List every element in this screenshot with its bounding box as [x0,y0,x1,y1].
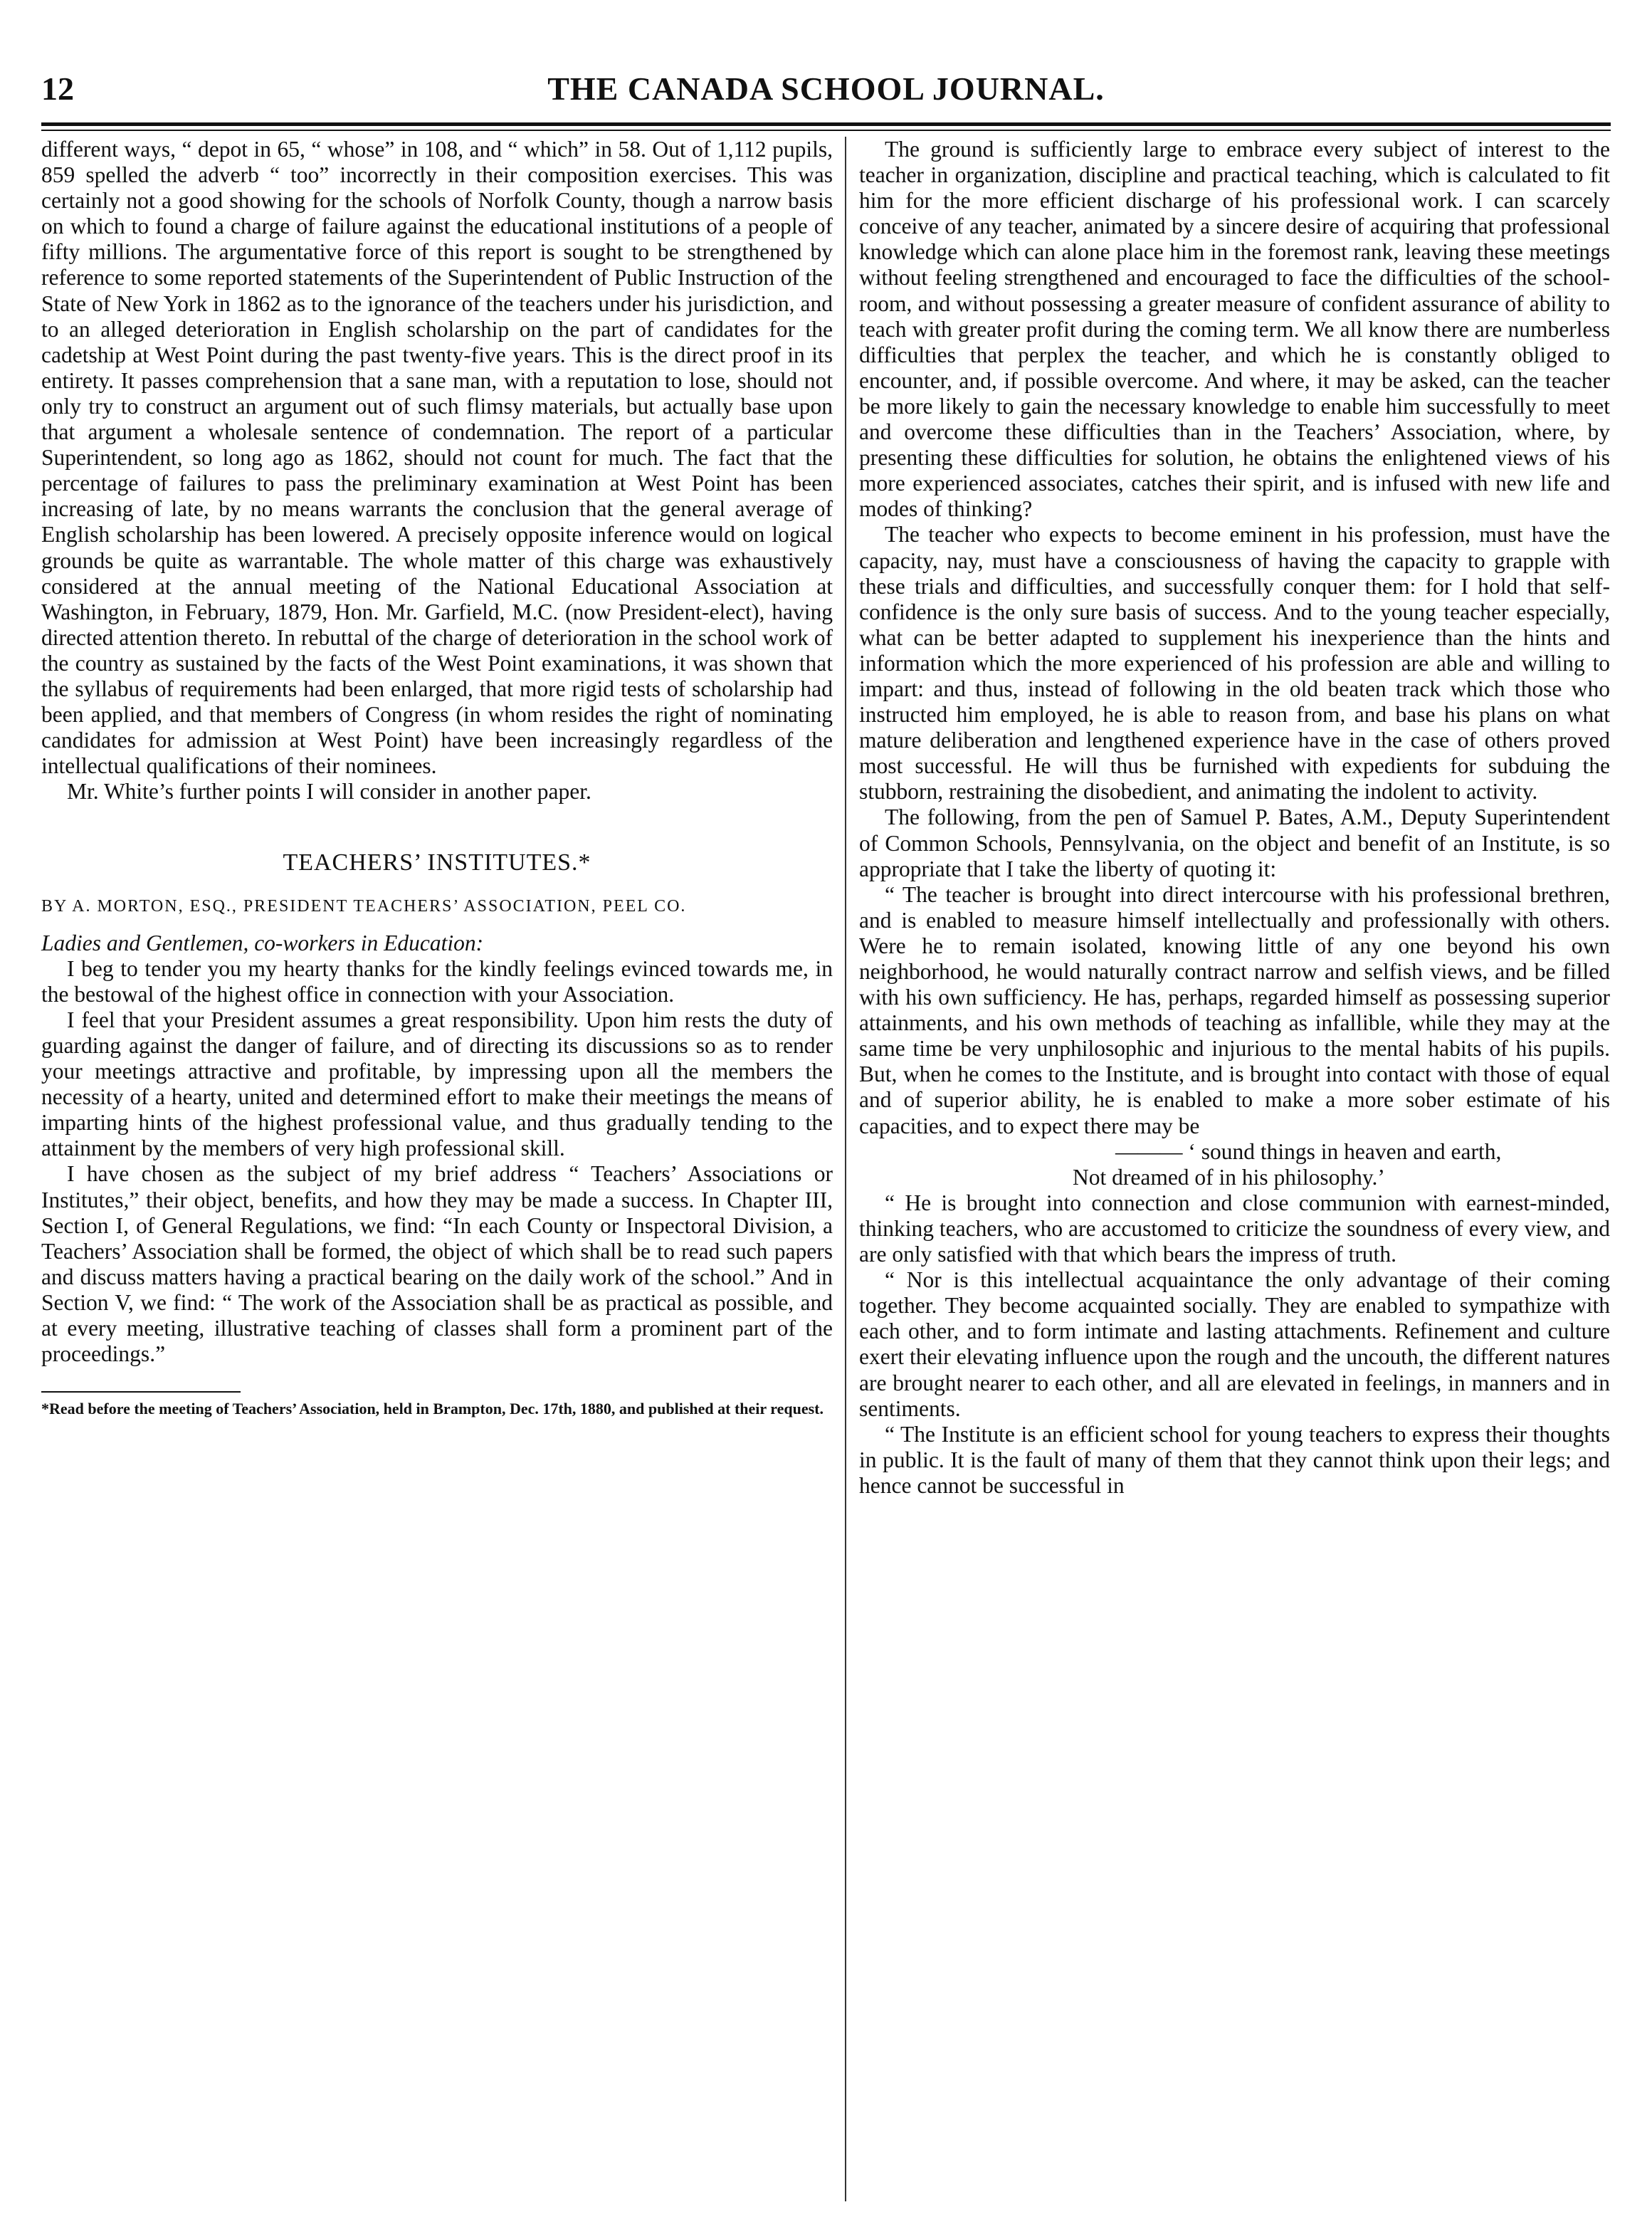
verse-line: Not dreamed of in his philosophy.’ [1073,1164,1385,1190]
paragraph: “ The teacher is brought into direct intercourse with his professional brethren, and is enabled to measure himself intellectually and professionally with others. Were he to remain isolated, knowing little of any one beyond his own neighborhood, he would naturally contract narrow and selfish views, and be filled with his own sufficiency. He has, perhaps, regarded himself as possessing superior attainments, and his own methods of teaching as infallible, while they may at the same time be very unphilosophic and injurious to the mental habits of his pupils. But, when he comes to the Institute, and is brought into contact with those of equal and of superior ability, he is enabled to make a more sober estimate of his capacities, and to expect there may be [859,881,1610,1138]
paragraph: “ Nor is this intellectual acquaintance the only advantage of their coming together. They become acquainted socially. They are enabled to sympathize with each other, and to form intimate and lasting attachments. Refinement and culture exert their elevating influence upon the rough and the uncouth, the different natures are brought nearer to each other, and all are elevated in feelings, in manners and in sentiments. [859,1267,1610,1421]
paragraph: I have chosen as the subject of my brief address “ Teachers’ Associations or Institutes,” their object, benefits, and how they may be made a success. In Chapter III, Section I, of General Regulations, we find: “In each County or Inspectoral Division, a Teachers’ Association shall be formed, the object of which shall be to read such papers and discuss matters having a practical bearing on the daily work of the school.” And in Section V, we find: “ The work of the Association shall be as practical as possible, and at every meeting, illustrative teaching of classes shall form a prominent part of the proceedings.” [41,1161,833,1367]
paragraph: The teacher who expects to become eminent in his profession, must have the capacity, nay, must have a consciousness of having the capacity to grapple with these trials and difficulties, and successfully conquer them: for I hold that self-confidence is the only sure basis of success. And to the young teacher especially, what can be better adapted to supplement his inexperience than the hints and information which the more experienced of his profession are able and willing to impart: and thus, instead of following in the old beaten track which those who instructed him employed, he is able to reason from, and base his plans on what mature deliberation and lengthened experience have in the case of others proved most successful. He will thus be furnished with expedients for subduing the stubborn, restraining the disobedient, and animating the indolent to activity. [859,522,1610,805]
left-column [41,137,833,1418]
page-number: 12 [41,70,74,107]
paragraph: Mr. White’s further points I will consider in another paper. [67,779,591,805]
byline: BY A. MORTON, ESQ., PRESIDENT TEACHERS’ ASSOCIATION, PEEL CO. [41,896,687,916]
paragraph: The ground is sufficiently large to embrace every subject of interest to the teacher in organization, discipline and practical teaching, which is calculated to fit him for the more efficient discharge of his professional work. I can scarcely conceive of any teacher, animated by a sincere desire of acquiring that professional knowledge which can alone place him in the foremost rank, leaving these meetings without feeling strengthened and encouraged to face the difficulties of the school-room, and without possessing a greater measure of confident assurance of ability to teach with greater profit during the coming term. We all know there are numberless difficulties that perplex the teacher, and which he is constantly obliged to encounter, and, if possible overcome. And where, it may be asked, can the teacher be more likely to gain the necessary knowledge to enable him successfully to meet and overcome these difficulties than in the Teachers’ Association, where, by presenting these difficulties for solution, he obtains the enlightened views of his more experienced associates, catches their spirit, and is infused with new life and modes of thinking? [859,137,1610,522]
column-divider [845,137,846,2201]
paragraph: “ The Institute is an efficient school for young teachers to express their thoughts in public. It is the fault of many of them that they cannot think upon their legs; and hence cannot be successful in [859,1421,1610,1498]
paragraph: The following, from the pen of Samuel P. Bates, A.M., Deputy Superintendent of Common Schools, Pennsylvania, on the object and benefit of an Institute, is so appropriate that I take the liberty of quoting it: [859,805,1610,881]
right-column [859,137,1610,1499]
footnote: *Read before the meeting of Teachers’ Association, held in Brampton, Dec. 17th, 1880, and published at their request. [41,1400,824,1418]
paragraph: I beg to tender you my hearty thanks for the kindly feelings evinced towards me, in the bestowal of the highest office in connection with your Association. [41,955,833,1007]
paragraph: “ He is brought into connection and close communion with earnest-minded, thinking teachers, who are accustomed to criticize the soundness of every view, and are only satisfied with that which bears the impress of truth. [859,1190,1610,1267]
journal-title: THE CANADA SCHOOL JOURNAL. [547,70,1105,107]
header-rule-thin [41,130,1611,131]
paragraph: I feel that your President assumes a great responsibility. Upon him rests the duty of guarding against the danger of failure, and of directing its discussions so as to render your meetings attractive and profitable, by impressing upon all the members the necessity of a hearty, united and determined effort to make their meetings the means of imparting hints of the highest professional value, and thus gradually tending to the attainment by the members of very high professional skill. [41,1007,833,1161]
salutation: Ladies and Gentlemen, co-workers in Education: [41,930,484,955]
verse-line: ——— ‘ sound things in heaven and earth, [1115,1138,1502,1164]
header-rule-thick [41,122,1611,126]
section-title: TEACHERS’ INSTITUTES.* [283,849,591,876]
page-header [41,70,1611,120]
paragraph: different ways, “ depot in 65, “ whose” in 108, and “ which” in 58. Out of 1,112 pupils, 859 spelled the adverb “ too” incorrectly in their composition exercises. This was certainly not a good showing for the schools of Norfolk County, though a narrow basis on which to found a charge of failure against the educational institutions of a people of fifty millions. The argumentative force of this report is sought to be strengthened by reference to some reported statements of the Superintendent of Public Instruction of the State of New York in 1862 as to the ignorance of the teachers under his jurisdiction, and to an alleged deterioration in English scholarship on the part of candidates for the cadetship at West Point during the past twenty-five years. This is the direct proof in its entirety. It passes comprehension that a sane man, with a reputation to lose, should not only try to construct an argument out of such flimsy materials, but actually base upon that argument a wholesale sentence of condemnation. The report of a particular Superintendent, so long ago as 1862, should not count for much. The fact that the percentage of failures to pass the preliminary examination at West Point has been increasing of late, by no means warrants the conclusion that the general average of English scholarship has been lowered. A precisely opposite inference would on logical grounds be quite as warrantable. The whole matter of this charge was exhaustively considered at the annual meeting of the National Educational Association at Washington, in February, 1879, Hon. Mr. Garfield, M.C. (now President-elect), having directed attention thereto. In rebuttal of the charge of deterioration in the school work of the country as sustained by the facts of the West Point examinations, it was shown that the syllabus of requirements had been enlarged, that more rigid tests of scholarship had been applied, and that members of Congress (in whom resides the right of nominating candidates for admission at West Point) have been increasingly regardless of the intellectual qualifications of their nominees. [41,137,833,779]
footnote-rule [41,1391,241,1393]
